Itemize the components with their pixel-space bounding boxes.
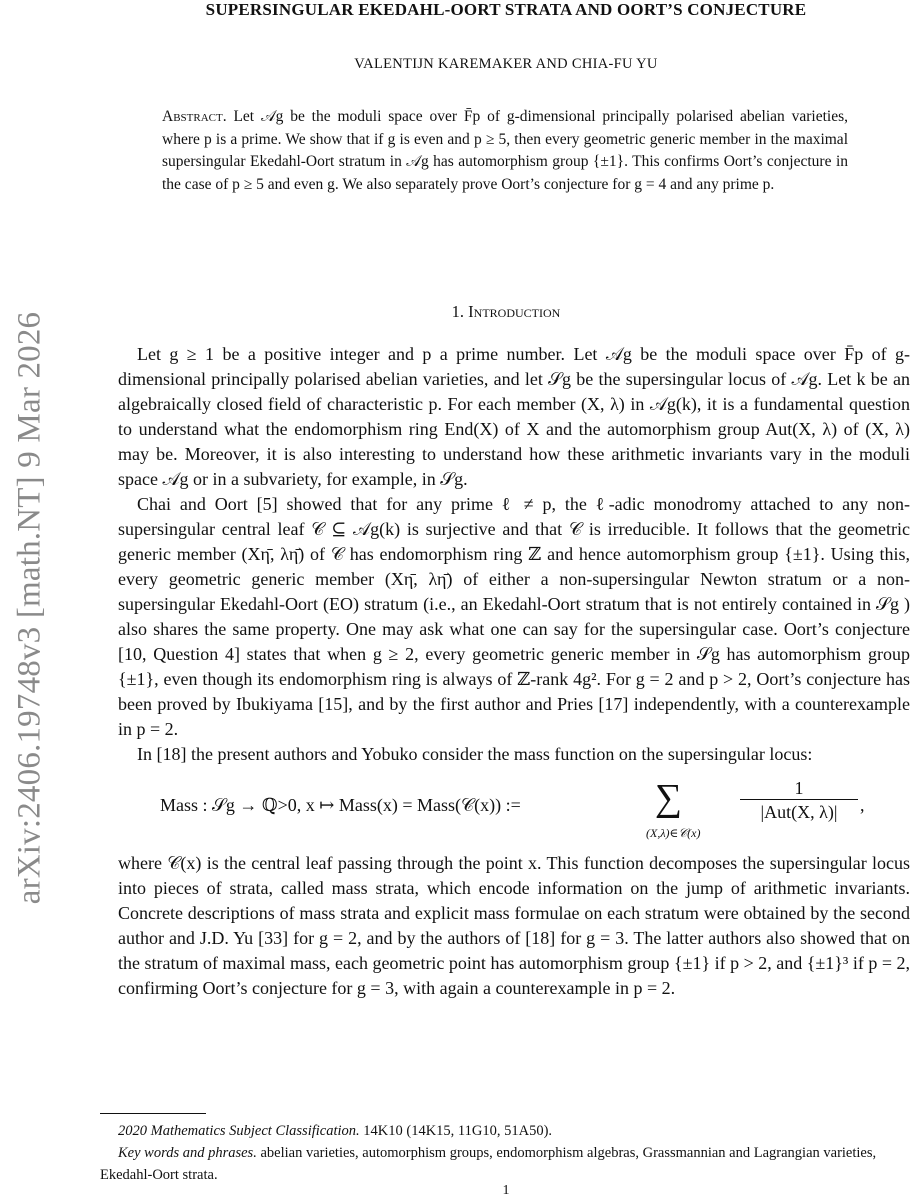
paper-title: SUPERSINGULAR EKEDAHL-OORT STRATA AND OORT’S CONJECTURE [205,0,807,19]
paper-authors: VALENTIJN KAREMAKER AND CHIA-FU YU [354,56,658,72]
mass-equation [118,777,910,840]
footnote-label: 2020 Mathematics Subject Classification. [118,1123,360,1139]
equation-comma: , [860,795,865,815]
fraction-numerator: 1 [794,778,804,798]
fraction [740,777,858,824]
arxiv-stamp [0,0,60,1200]
footnote-keywords [100,1142,912,1186]
paragraph: In [18] the present authors and Yobuko consider the mass function on the supersingular locus: [137,744,813,764]
section-number: 1. [451,302,465,321]
paragraph: Let g ≥ 1 be a positive integer and p a prime number. Let 𝒜g be the moduli space over F̄p of g-dimensional principally polarised abelian varieties, and let 𝒮g be the supersingular locus of 𝒜g. Let k be an algebraically closed field of characteristic p. For each member (X, λ) in 𝒜g(k), it is a fundamental question to understand what the endomorphism ring End(X) of X and the automorphism group Aut(X, λ) of (X, λ) may be. Moreover, it is also interesting to understand how these arithmetic invariants vary in the moduli space 𝒜g or in a subvariety, for example, in 𝒮g. [118,344,910,489]
paragraph: Chai and Oort [5] showed that for any prime ℓ ≠ p, the ℓ-adic monodromy attached to any non-supersingular central leaf 𝒞 ⊆ 𝒜g(k) is surjective and that 𝒞 is irreducible. It follows that the geometric generic member (Xη̄, λη̄) of 𝒞 has endomorphism ring ℤ and hence automorphism group {±1}. Using this, every geometric generic member (Xη̄, λη̄) of either a non-supersingular Newton stratum or a non-supersingular Ekedahl-Oort (EO) stratum (i.e., an Ekedahl-Oort stratum that is not entirely contained in 𝒮g ) also shares the same property. One may ask what one can say for the supersingular case. Oort’s conjecture [10, Question 4] states that when g ≥ 2, every geometric generic member in 𝒮g has automorphism group {±1}, even though its endomorphism ring is always of ℤ-rank 4g². For g = 2 and p > 2, Oort’s conjecture has been proved by Ibukiyama [15], and by the first author and Pries [17] independently, with a counterexample in p = 2. [118,494,910,739]
fraction-denominator: |Aut(X, λ)| [740,799,858,824]
abstract-text: Let 𝒜g be the moduli space over F̄p of g-dimensional principally polarised abelian varieties, where p is a prime. We show that if g is even and p ≥ 5, then every geometric generic member in the maximal supersingular Ekedahl-Oort stratum in 𝒜g has automorphism group {±1}. This confirms Oort’s conjecture in the case of p ≥ 5 and even g. We also separately prove Oort’s conjecture for g = 4 and any prime p. [162,108,849,193]
sum-subscript: (X,λ)∈𝒞(x) [646,826,701,840]
body-text [118,342,910,1001]
footnote-divider [100,1113,206,1114]
arxiv-identifier: arXiv:2406.19748v3 [math.NT] 9 Mar 2026 [11,311,48,905]
abstract [162,106,848,196]
footnotes [100,1120,912,1186]
sum-symbol: ∑ [655,777,683,819]
footnote-msc [100,1120,912,1142]
paragraph: where 𝒞(x) is the central leaf passing through the point x. This function decomposes the supersingular locus into pieces of strata, called mass strata, which encode information on the jump of arithmetic invariants. Concrete descriptions of mass strata and explicit mass formulae on each stratum were obtained by the second author and J.D. Yu [33] for g = 2, and by the authors of [18] for g = 3. The latter authors also showed that on the stratum of maximal mass, each geometric point has automorphism group {±1} if p > 2, and {±1}³ if p = 2, confirming Oort’s conjecture for g = 3, with again a counterexample in p = 2. [118,853,910,998]
section-title: Introduction [468,302,561,321]
page-number: 1 [502,1183,510,1198]
abstract-label: Abstract. [162,108,227,125]
equation-lhs: Mass : 𝒮g → ℚ>0, x ↦ Mass(x) = Mass(𝒞(x)) := [160,795,521,815]
footnote-text: 14K10 (14K15, 11G10, 51A50). [363,1123,553,1139]
footnote-text: abelian varieties, automorphism groups, endomorphism algebras, Grassmannian and Lagrangian varieties, Ekedahl-Oort strata. [100,1145,877,1183]
section-heading [100,302,912,322]
footnote-label: Key words and phrases. [118,1145,257,1161]
